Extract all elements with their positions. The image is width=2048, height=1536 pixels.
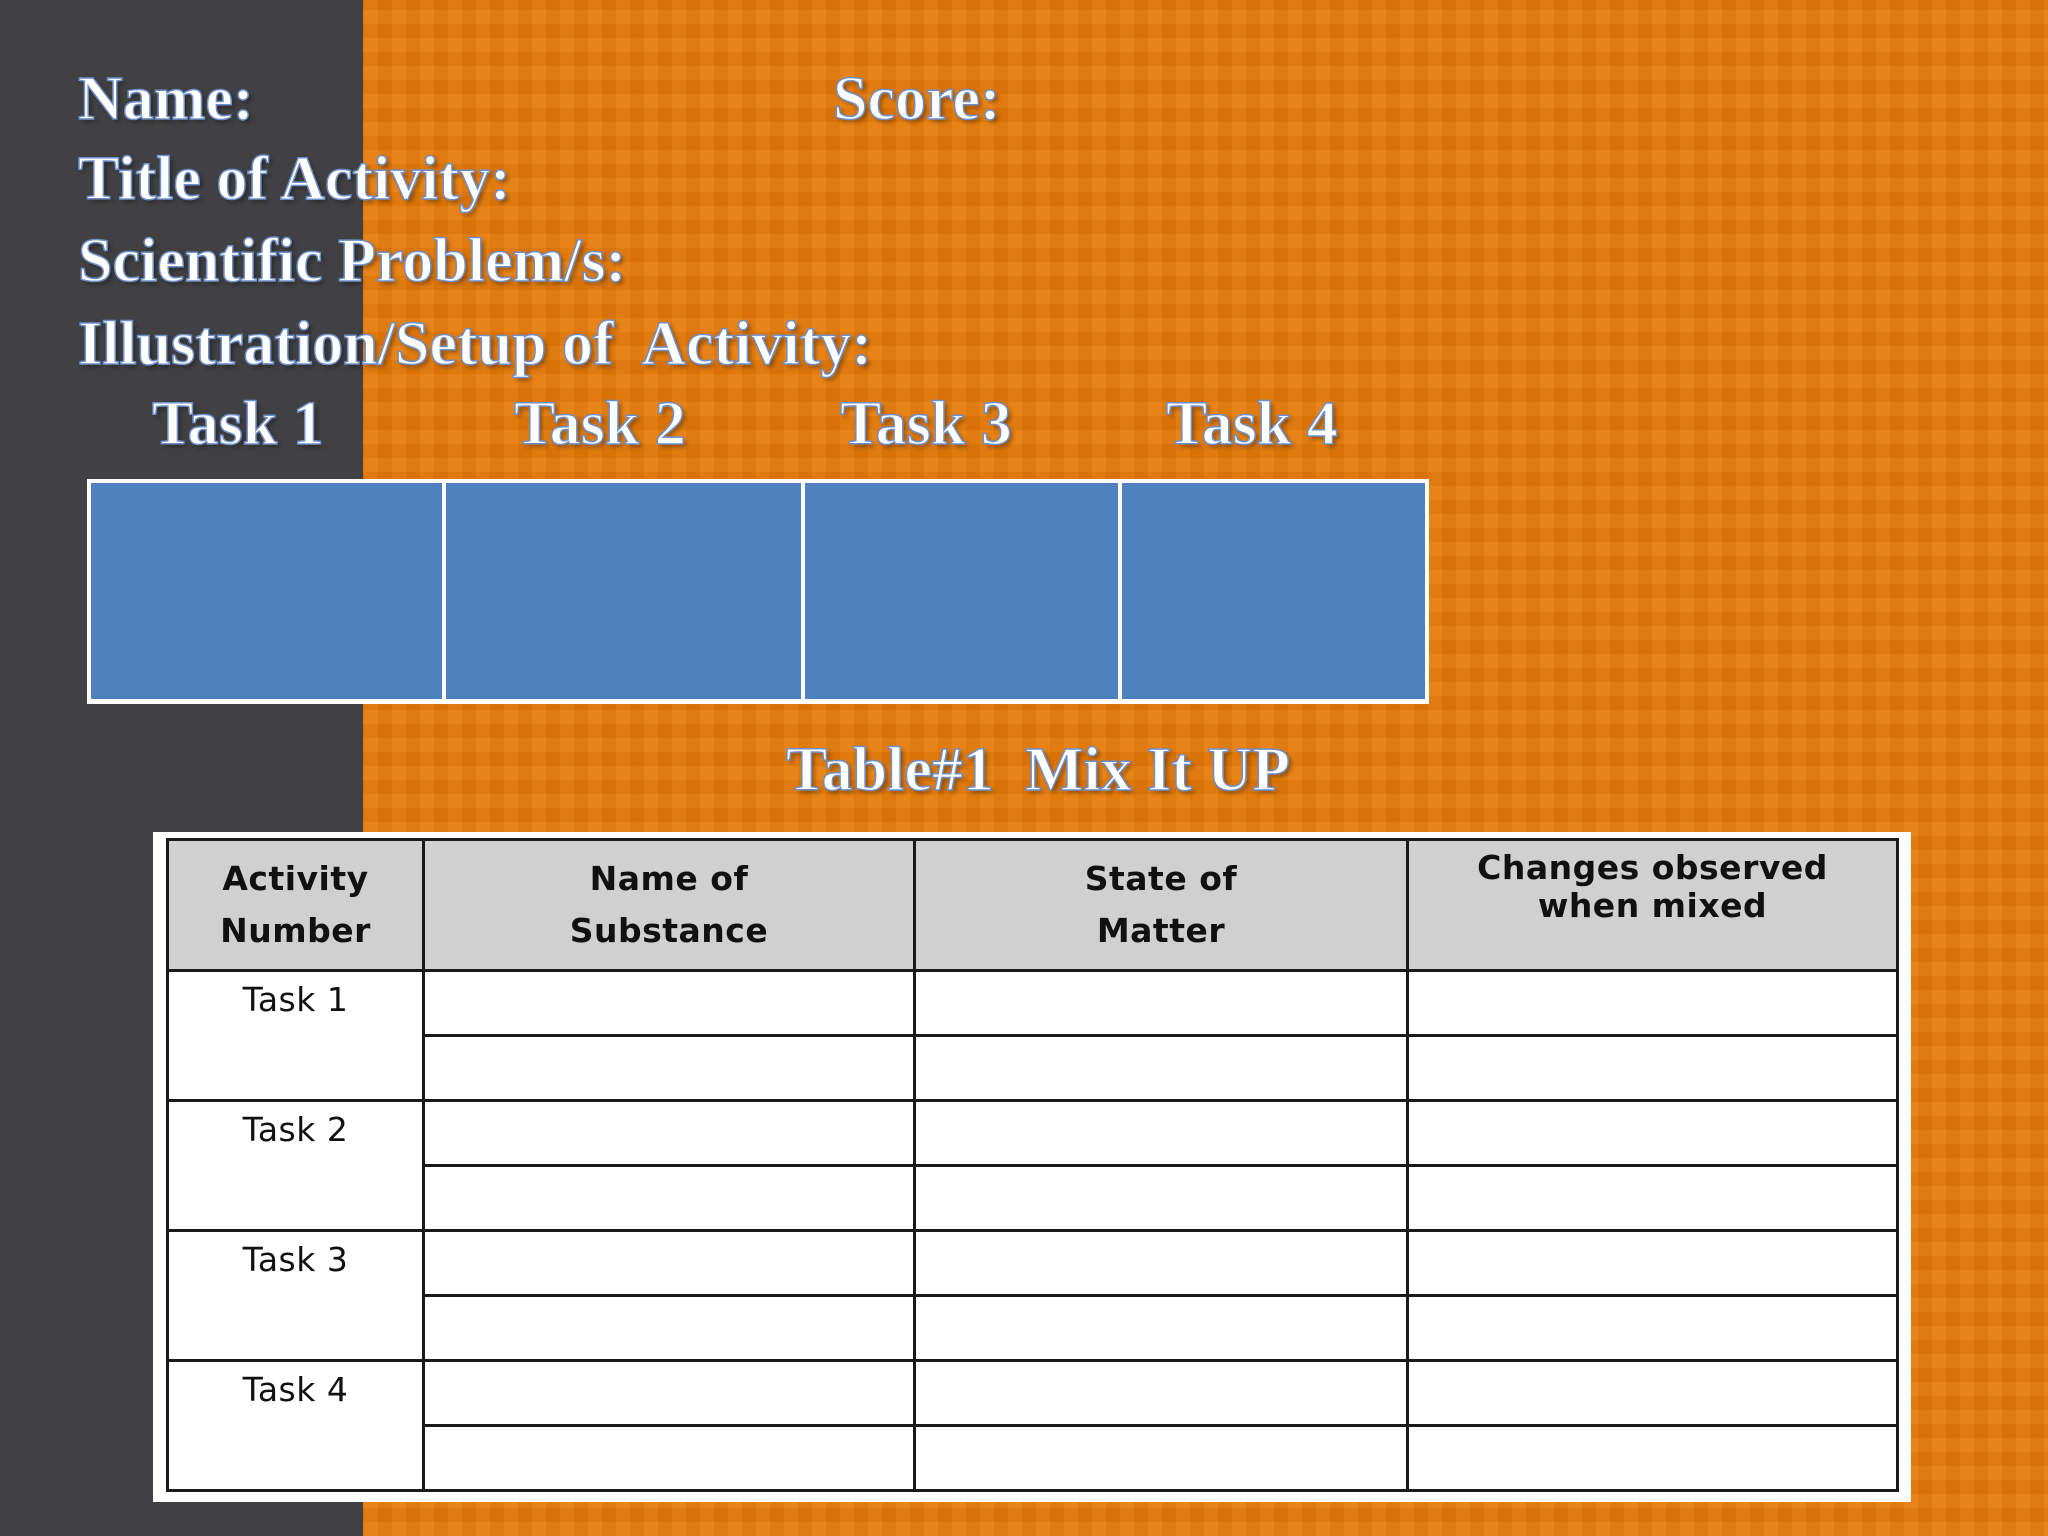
- table-row: [168, 1101, 1898, 1166]
- input-cell[interactable]: [915, 1036, 1408, 1101]
- task-illustration-boxes: [87, 479, 1429, 704]
- table-header-row: [168, 840, 1898, 971]
- score-label: Score:: [833, 65, 1001, 133]
- task-2-label: Task 2: [514, 390, 686, 458]
- input-cell[interactable]: [915, 1231, 1408, 1296]
- input-cell[interactable]: [1408, 1036, 1898, 1101]
- input-cell[interactable]: [915, 1101, 1408, 1166]
- input-cell[interactable]: [1408, 1426, 1898, 1491]
- input-cell[interactable]: [424, 1101, 915, 1166]
- input-cell[interactable]: [424, 1166, 915, 1231]
- worksheet-table-panel: [153, 832, 1911, 1502]
- title-of-activity-label: Title of Activity:: [78, 145, 511, 213]
- task-3-label: Task 3: [840, 390, 1012, 458]
- input-cell[interactable]: [915, 1296, 1408, 1361]
- input-cell[interactable]: [424, 971, 915, 1036]
- task-2-box[interactable]: [446, 483, 801, 699]
- header-activity-number: Activity Number: [168, 840, 424, 971]
- table-row: [168, 1231, 1898, 1296]
- name-label: Name:: [78, 65, 254, 133]
- input-cell[interactable]: [915, 1166, 1408, 1231]
- input-cell[interactable]: [424, 1231, 915, 1296]
- task-1-label: Task 1: [152, 390, 324, 458]
- table-row: [168, 1426, 1898, 1491]
- input-cell[interactable]: [915, 971, 1408, 1036]
- input-cell[interactable]: [1408, 971, 1898, 1036]
- header-state-of-matter: State of Matter: [915, 840, 1408, 971]
- input-cell[interactable]: [1408, 1101, 1898, 1166]
- table-title: Table#1 Mix It UP: [786, 736, 1291, 804]
- scientific-problem-label: Scientific Problem/s:: [78, 227, 627, 295]
- table-row: [168, 971, 1898, 1036]
- illustration-setup-label: Illustration/Setup of Activity:: [78, 310, 872, 378]
- input-cell[interactable]: [424, 1296, 915, 1361]
- task-2-cell: Task 2: [168, 1101, 424, 1231]
- input-cell[interactable]: [1408, 1296, 1898, 1361]
- task-4-label: Task 4: [1166, 390, 1338, 458]
- input-cell[interactable]: [915, 1426, 1408, 1491]
- table-row: [168, 1361, 1898, 1426]
- header-name-of-substance: Name of Substance: [424, 840, 915, 971]
- table-row: [168, 1296, 1898, 1361]
- table-row: [168, 1036, 1898, 1101]
- input-cell[interactable]: [1408, 1231, 1898, 1296]
- task-4-box[interactable]: [1122, 483, 1425, 699]
- task-3-cell: Task 3: [168, 1231, 424, 1361]
- task-3-box[interactable]: [805, 483, 1118, 699]
- input-cell[interactable]: [1408, 1166, 1898, 1231]
- header-changes-observed: Changes observed when mixed: [1408, 840, 1898, 971]
- input-cell[interactable]: [424, 1036, 915, 1101]
- task-4-cell: Task 4: [168, 1361, 424, 1491]
- input-cell[interactable]: [424, 1361, 915, 1426]
- task-1-cell: Task 1: [168, 971, 424, 1101]
- input-cell[interactable]: [1408, 1361, 1898, 1426]
- table-row: [168, 1166, 1898, 1231]
- input-cell[interactable]: [424, 1426, 915, 1491]
- task-1-box[interactable]: [91, 483, 442, 699]
- input-cell[interactable]: [915, 1361, 1408, 1426]
- mix-it-up-table: [166, 838, 1899, 1492]
